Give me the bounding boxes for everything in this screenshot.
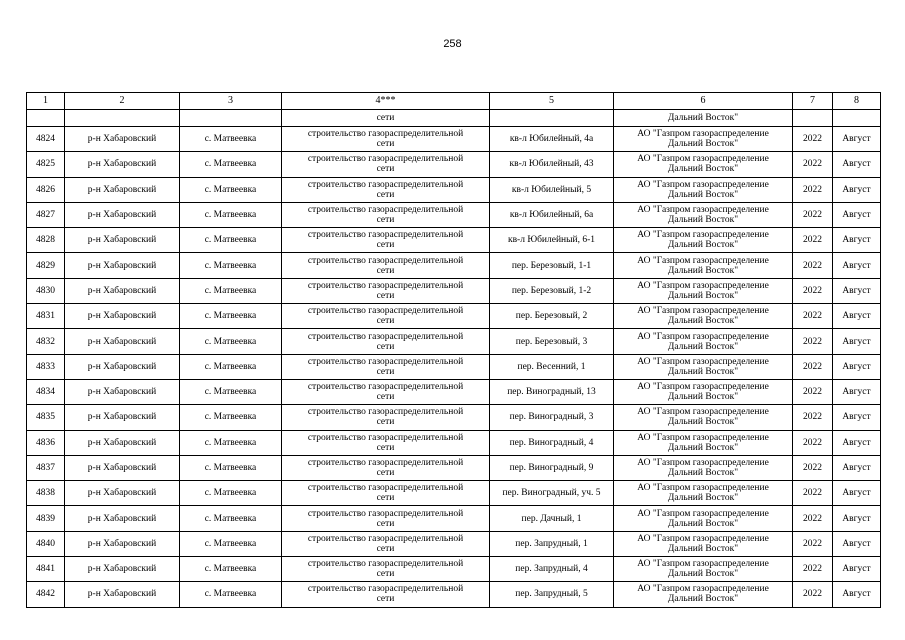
cell-work-type <box>282 582 490 607</box>
cell-address: пер. Весенний, 1 <box>490 354 614 379</box>
cell-district: р-н Хабаровский <box>65 582 180 607</box>
cell-number: 4841 <box>27 557 65 582</box>
cell-number: 4834 <box>27 379 65 404</box>
cell-work-type <box>282 531 490 556</box>
table-row <box>27 455 881 480</box>
cell-operator-line1: АО "Газпром газораспределение <box>637 205 769 216</box>
cell-work-type <box>282 202 490 227</box>
column-header: 2 <box>65 93 180 110</box>
cell-work-type <box>282 228 490 253</box>
cell-work-type <box>282 481 490 506</box>
cell-operator-continuation: Дальний Восток" <box>614 110 793 127</box>
cell-month: Август <box>833 253 881 278</box>
cell-address: пер. Березовый, 3 <box>490 329 614 354</box>
cell-district: р-н Хабаровский <box>65 455 180 480</box>
column-header: 8 <box>833 93 881 110</box>
cell-work-type-line2: сети <box>376 366 395 377</box>
cell-work-type-line1: строительство газораспределительной <box>307 306 464 317</box>
cell-work-type-line1: строительство газораспределительной <box>307 533 464 544</box>
cell-operator-line1: АО "Газпром газораспределение <box>637 356 769 367</box>
cell-work-type <box>282 557 490 582</box>
cell-locality: с. Матвеевка <box>180 506 282 531</box>
cell-operator-line2: Дальний Восток" <box>667 164 739 175</box>
cell-number: 4824 <box>27 127 65 152</box>
cell-operator <box>614 582 793 607</box>
cell-work-type-line2: сети <box>376 468 395 478</box>
cell-number: 4826 <box>27 177 65 202</box>
cell-operator <box>614 481 793 506</box>
cell-operator-line2: Дальний Восток" <box>667 240 739 251</box>
cell-work-type-line1: строительство газораспределительной <box>307 458 464 468</box>
cell-locality: с. Матвеевка <box>180 430 282 455</box>
cell-operator-line2: Дальний Восток" <box>667 518 739 529</box>
cell-year: 2022 <box>793 531 833 556</box>
cell-empty <box>793 110 833 127</box>
cell-year: 2022 <box>793 228 833 253</box>
cell-district: р-н Хабаровский <box>65 531 180 556</box>
cell-work-type-line1: строительство газораспределительной <box>307 331 464 342</box>
cell-month: Август <box>833 127 881 152</box>
cell-address: кв-л Юбилейный, 5 <box>490 177 614 202</box>
table-row <box>27 228 881 253</box>
cell-empty <box>27 110 65 127</box>
cell-district: р-н Хабаровский <box>65 379 180 404</box>
cell-operator-line2: Дальний Восток" <box>667 417 739 428</box>
cell-work-type-line1: строительство газораспределительной <box>307 179 464 190</box>
table-row <box>27 582 881 607</box>
cell-work-type-line2: сети <box>376 139 395 150</box>
cell-operator-line1: АО "Газпром газораспределение <box>637 533 769 544</box>
cell-work-type-line2: сети <box>376 240 395 251</box>
cell-district: р-н Хабаровский <box>65 304 180 329</box>
cell-year: 2022 <box>793 455 833 480</box>
cell-number: 4833 <box>27 354 65 379</box>
cell-district: р-н Хабаровский <box>65 253 180 278</box>
table-row <box>27 329 881 354</box>
cell-operator-line2: Дальний Восток" <box>667 493 739 504</box>
table-row <box>27 177 881 202</box>
cell-district: р-н Хабаровский <box>65 329 180 354</box>
cell-month: Август <box>833 354 881 379</box>
cell-work-type-line1: строительство газораспределительной <box>307 483 464 494</box>
cell-work-type-line1: строительство газораспределительной <box>307 382 464 393</box>
cell-locality: с. Матвеевка <box>180 481 282 506</box>
cell-year: 2022 <box>793 177 833 202</box>
cell-district: р-н Хабаровский <box>65 354 180 379</box>
cell-operator-line2: Дальний Восток" <box>667 265 739 276</box>
table-row <box>27 127 881 152</box>
column-header: 7 <box>793 93 833 110</box>
cell-operator-line1: АО "Газпром газораспределение <box>637 154 769 165</box>
cell-operator-line2: Дальний Восток" <box>667 316 739 327</box>
cell-year: 2022 <box>793 405 833 430</box>
cell-year: 2022 <box>793 127 833 152</box>
cell-operator-line2: Дальний Восток" <box>667 392 739 403</box>
table-row <box>27 379 881 404</box>
cell-operator <box>614 304 793 329</box>
cell-district: р-н Хабаровский <box>65 127 180 152</box>
cell-month: Август <box>833 455 881 480</box>
cell-month: Август <box>833 506 881 531</box>
cell-work-type <box>282 405 490 430</box>
table-row <box>27 430 881 455</box>
cell-locality: с. Матвеевка <box>180 202 282 227</box>
table-row <box>27 405 881 430</box>
cell-operator-line1: АО "Газпром газораспределение <box>637 331 769 342</box>
cell-operator <box>614 253 793 278</box>
table-row <box>27 152 881 177</box>
cell-month: Август <box>833 430 881 455</box>
cell-address: кв-л Юбилейный, 4а <box>490 127 614 152</box>
cell-operator-line1: АО "Газпром газораспределение <box>637 255 769 266</box>
cell-work-type <box>282 329 490 354</box>
cell-work-type-line1: строительство газораспределительной <box>307 356 464 367</box>
cell-number: 4836 <box>27 430 65 455</box>
cell-district: р-н Хабаровский <box>65 177 180 202</box>
cell-locality: с. Матвеевка <box>180 455 282 480</box>
cell-work-type <box>282 379 490 404</box>
cell-address: кв-л Юбилейный, 43 <box>490 152 614 177</box>
cell-work-type <box>282 253 490 278</box>
cell-address: пер. Запрудный, 5 <box>490 582 614 607</box>
cell-number: 4842 <box>27 582 65 607</box>
cell-locality: с. Матвеевка <box>180 228 282 253</box>
table-row <box>27 531 881 556</box>
cell-locality: с. Матвеевка <box>180 152 282 177</box>
cell-address: пер. Березовый, 1-1 <box>490 253 614 278</box>
cell-operator-line2: Дальний Восток" <box>667 139 739 150</box>
cell-address: кв-л Юбилейный, 6а <box>490 202 614 227</box>
cell-work-type-line1: строительство газораспределительной <box>307 559 464 570</box>
cell-locality: с. Матвеевка <box>180 329 282 354</box>
cell-operator-line1: АО "Газпром газораспределение <box>637 559 769 570</box>
cell-work-type-line2: сети <box>376 215 395 226</box>
table-row <box>27 557 881 582</box>
header-row <box>27 93 881 110</box>
cell-district: р-н Хабаровский <box>65 278 180 303</box>
cell-number: 4830 <box>27 278 65 303</box>
cell-month: Август <box>833 557 881 582</box>
cell-operator <box>614 506 793 531</box>
cell-number: 4831 <box>27 304 65 329</box>
cell-month: Август <box>833 481 881 506</box>
cell-locality: с. Матвеевка <box>180 304 282 329</box>
cell-number: 4825 <box>27 152 65 177</box>
cell-work-type-line2: сети <box>376 442 395 453</box>
cell-work-type-line1: строительство газораспределительной <box>307 584 464 595</box>
column-header: 3 <box>180 93 282 110</box>
cell-work-type-line2: сети <box>376 594 395 605</box>
table-row <box>27 278 881 303</box>
cell-operator-line1: АО "Газпром газораспределение <box>637 129 769 140</box>
cell-empty <box>490 110 614 127</box>
cell-operator <box>614 152 793 177</box>
cell-address: пер. Виноградный, 13 <box>490 379 614 404</box>
cell-work-type <box>282 177 490 202</box>
gas-network-table <box>26 92 881 608</box>
cell-operator-line1: АО "Газпром газораспределение <box>637 280 769 291</box>
cell-operator-line2: Дальний Восток" <box>667 442 739 453</box>
cell-month: Август <box>833 278 881 303</box>
cell-work-type-line2: сети <box>376 164 395 175</box>
cell-locality: с. Матвеевка <box>180 253 282 278</box>
cell-number: 4837 <box>27 455 65 480</box>
cell-locality: с. Матвеевка <box>180 557 282 582</box>
cell-operator <box>614 531 793 556</box>
cell-operator <box>614 455 793 480</box>
table-row <box>27 202 881 227</box>
cell-district: р-н Хабаровский <box>65 405 180 430</box>
cell-number: 4835 <box>27 405 65 430</box>
column-header: 6 <box>614 93 793 110</box>
cell-work-type-line2: сети <box>376 189 395 200</box>
cell-work-type-line2: сети <box>376 316 395 327</box>
cell-operator-line2: Дальний Восток" <box>667 189 739 200</box>
cell-work-type-line1: строительство газораспределительной <box>307 230 464 241</box>
cell-operator <box>614 202 793 227</box>
cell-work-type <box>282 430 490 455</box>
cell-operator-line2: Дальний Восток" <box>667 569 739 580</box>
cell-month: Август <box>833 228 881 253</box>
cell-work-type <box>282 152 490 177</box>
cell-number: 4832 <box>27 329 65 354</box>
cell-year: 2022 <box>793 506 833 531</box>
cell-district: р-н Хабаровский <box>65 506 180 531</box>
cell-district: р-н Хабаровский <box>65 152 180 177</box>
cell-number: 4827 <box>27 202 65 227</box>
cell-month: Август <box>833 177 881 202</box>
cell-work-type <box>282 506 490 531</box>
cell-work-type <box>282 455 490 480</box>
cell-work-type-line2: сети <box>376 543 395 554</box>
cell-month: Август <box>833 531 881 556</box>
cell-month: Август <box>833 405 881 430</box>
cell-operator-line1: АО "Газпром газораспределение <box>637 230 769 241</box>
cell-work-type-line1: строительство газораспределительной <box>307 255 464 266</box>
cell-month: Август <box>833 329 881 354</box>
cell-work-type-line1: строительство газораспределительной <box>307 508 464 519</box>
cell-district: р-н Хабаровский <box>65 228 180 253</box>
cell-year: 2022 <box>793 557 833 582</box>
cell-operator-line2: Дальний Восток" <box>667 594 739 605</box>
cell-address: пер. Запрудный, 4 <box>490 557 614 582</box>
cell-work-type-line2: сети <box>376 341 395 352</box>
cell-operator-line1: АО "Газпром газораспределение <box>637 483 769 494</box>
page-number: 258 <box>443 38 462 50</box>
cell-locality: с. Матвеевка <box>180 379 282 404</box>
cell-work-type-line1: строительство газораспределительной <box>307 407 464 418</box>
cell-year: 2022 <box>793 354 833 379</box>
cell-work-type-line1: строительство газораспределительной <box>307 205 464 216</box>
cell-operator-line2: Дальний Восток" <box>667 290 739 301</box>
cell-district: р-н Хабаровский <box>65 557 180 582</box>
cell-work-type-line1: строительство газораспределительной <box>307 129 464 140</box>
cell-operator-line1: АО "Газпром газораспределение <box>637 382 769 393</box>
cell-address: кв-л Юбилейный, 6-1 <box>490 228 614 253</box>
table-row <box>27 354 881 379</box>
cell-month: Август <box>833 152 881 177</box>
cell-address: пер. Березовый, 2 <box>490 304 614 329</box>
cell-address: пер. Березовый, 1-2 <box>490 278 614 303</box>
cell-locality: с. Матвеевка <box>180 405 282 430</box>
cell-operator-line2: Дальний Восток" <box>667 341 739 352</box>
cell-empty <box>833 110 881 127</box>
cell-locality: с. Матвеевка <box>180 127 282 152</box>
cell-operator-line1: АО "Газпром газораспределение <box>637 306 769 317</box>
cell-district: р-н Хабаровский <box>65 202 180 227</box>
cell-operator-line2: Дальний Восток" <box>667 543 739 554</box>
cell-address: пер. Виноградный, 3 <box>490 405 614 430</box>
cell-month: Август <box>833 582 881 607</box>
cell-operator-line1: АО "Газпром газораспределение <box>637 584 769 595</box>
cell-locality: с. Матвеевка <box>180 278 282 303</box>
cell-work-type-line1: строительство газораспределительной <box>307 432 464 443</box>
cell-year: 2022 <box>793 253 833 278</box>
cell-operator-line2: Дальний Восток" <box>667 215 739 226</box>
cell-address: пер. Виноградный, уч. 5 <box>490 481 614 506</box>
cell-operator <box>614 557 793 582</box>
cell-address: пер. Запрудный, 1 <box>490 531 614 556</box>
cell-work-type-line1: строительство газораспределительной <box>307 280 464 291</box>
cell-year: 2022 <box>793 430 833 455</box>
cell-operator-line2: Дальний Восток" <box>667 468 739 478</box>
continuation-row <box>27 110 881 127</box>
cell-operator-line1: АО "Газпром газораспределение <box>637 458 769 468</box>
cell-number: 4838 <box>27 481 65 506</box>
cell-operator <box>614 278 793 303</box>
cell-number: 4829 <box>27 253 65 278</box>
cell-operator <box>614 379 793 404</box>
cell-operator <box>614 329 793 354</box>
cell-number: 4840 <box>27 531 65 556</box>
table-row <box>27 304 881 329</box>
cell-operator <box>614 354 793 379</box>
cell-year: 2022 <box>793 278 833 303</box>
cell-work-type-line2: сети <box>376 392 395 403</box>
cell-work-type-line2: сети <box>376 569 395 580</box>
cell-year: 2022 <box>793 202 833 227</box>
cell-work-type-line2: сети <box>376 265 395 276</box>
cell-address: пер. Виноградный, 4 <box>490 430 614 455</box>
cell-year: 2022 <box>793 582 833 607</box>
cell-locality: с. Матвеевка <box>180 354 282 379</box>
cell-operator <box>614 127 793 152</box>
cell-work-type-line2: сети <box>376 417 395 428</box>
cell-address: пер. Дачный, 1 <box>490 506 614 531</box>
cell-locality: с. Матвеевка <box>180 531 282 556</box>
cell-district: р-н Хабаровский <box>65 430 180 455</box>
cell-operator-line1: АО "Газпром газораспределение <box>637 407 769 418</box>
cell-number: 4828 <box>27 228 65 253</box>
cell-operator-line1: АО "Газпром газораспределение <box>637 508 769 519</box>
cell-operator <box>614 177 793 202</box>
cell-year: 2022 <box>793 152 833 177</box>
cell-operator-line2: Дальний Восток" <box>667 366 739 377</box>
cell-empty <box>180 110 282 127</box>
column-header: 5 <box>490 93 614 110</box>
cell-locality: с. Матвеевка <box>180 177 282 202</box>
cell-work-type-line2: сети <box>376 493 395 504</box>
cell-work-type-line2: сети <box>376 518 395 529</box>
cell-year: 2022 <box>793 379 833 404</box>
cell-number: 4839 <box>27 506 65 531</box>
cell-operator <box>614 430 793 455</box>
cell-operator-line1: АО "Газпром газораспределение <box>637 432 769 443</box>
cell-address: пер. Виноградный, 9 <box>490 455 614 480</box>
cell-work-type <box>282 304 490 329</box>
cell-year: 2022 <box>793 481 833 506</box>
cell-operator <box>614 228 793 253</box>
cell-district: р-н Хабаровский <box>65 481 180 506</box>
column-header: 1 <box>27 93 65 110</box>
cell-locality: с. Матвеевка <box>180 582 282 607</box>
cell-month: Август <box>833 202 881 227</box>
cell-work-type-line2: сети <box>376 290 395 301</box>
cell-empty <box>65 110 180 127</box>
cell-work-type <box>282 127 490 152</box>
cell-month: Август <box>833 379 881 404</box>
cell-year: 2022 <box>793 329 833 354</box>
cell-work-continuation: сети <box>282 110 490 127</box>
cell-work-type <box>282 354 490 379</box>
table-row <box>27 506 881 531</box>
cell-year: 2022 <box>793 304 833 329</box>
table-row <box>27 253 881 278</box>
table-row <box>27 481 881 506</box>
cell-month: Август <box>833 304 881 329</box>
cell-work-type-line1: строительство газораспределительной <box>307 154 464 165</box>
cell-work-type <box>282 278 490 303</box>
cell-operator <box>614 405 793 430</box>
column-header: 4*** <box>282 93 490 110</box>
cell-operator-line1: АО "Газпром газораспределение <box>637 179 769 190</box>
